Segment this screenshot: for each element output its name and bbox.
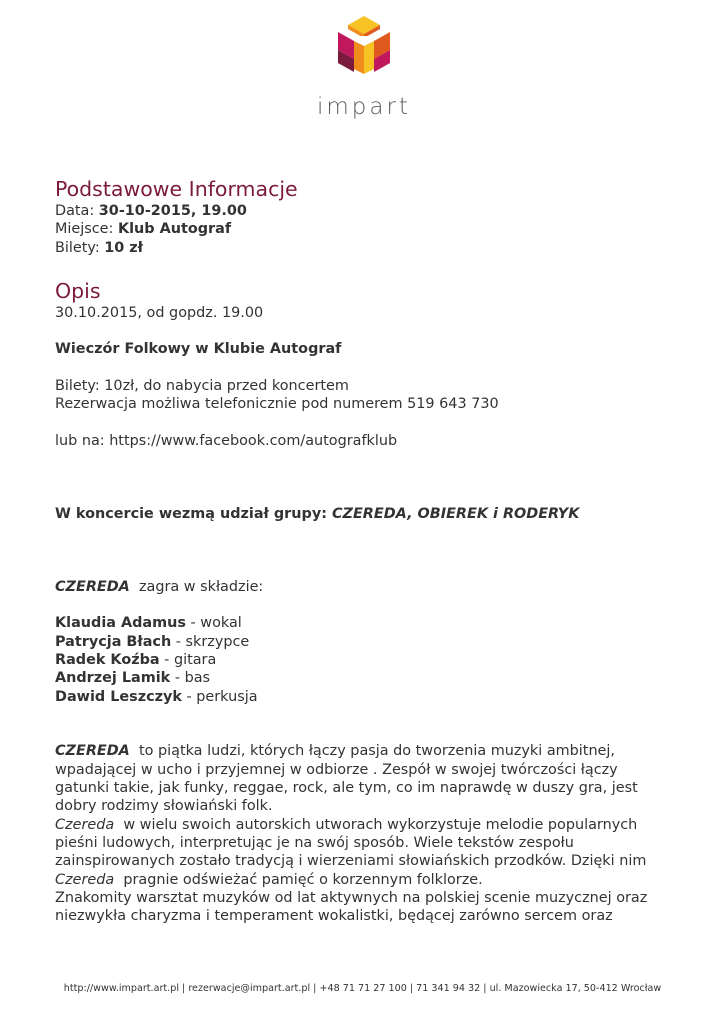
member-item — [55, 688, 675, 706]
description-date-line: 30.10.2015, od gopdz. 19.00 — [55, 304, 264, 321]
date-line — [55, 202, 675, 220]
lineup-text: zagra w składzie: — [129, 578, 264, 595]
member-item — [55, 651, 675, 669]
place-value: Klub Autograf — [117, 221, 232, 238]
date-label: Data: — [55, 203, 99, 219]
tickets-label: Bilety: — [55, 239, 105, 256]
description-paragraph — [55, 816, 675, 889]
para2-band: Czereda — [55, 816, 115, 833]
tickets-info-line: Bilety: 10zł, do nabycia przed koncertem — [55, 378, 349, 395]
member-role: - bas — [170, 670, 211, 687]
member-item — [55, 633, 675, 651]
members-list — [55, 614, 675, 705]
bands-value: CZEREDA, OBIEREK i RODERYK — [331, 505, 580, 522]
para2-text2: pragnie odświeżać pamięć o korzennym folklorze. — [114, 871, 483, 888]
member-name: Radek Koźba — [55, 651, 160, 668]
impart-cube-icon — [336, 14, 392, 76]
member-name: Klaudia Adamus — [55, 615, 186, 632]
member-role: - perkusja — [181, 688, 258, 705]
description-paragraph — [55, 742, 675, 815]
description-heading: Opis — [55, 278, 101, 303]
place-line — [55, 220, 675, 238]
member-name: Dawid Leszczyk — [55, 688, 182, 705]
reservation-line: Rezerwacja możliwa telefonicznie pod numerem 519 643 730 — [55, 396, 499, 413]
document-content — [55, 176, 675, 925]
member-name: Andrzej Lamik — [55, 670, 171, 687]
lineup-intro — [55, 578, 675, 596]
member-role: - wokal — [185, 615, 242, 632]
para2-text: w wielu swoich autorskich utworach wykorzystuje melodie popularnych pieśni ludowych, interpretując je na swój sposób. Wiele tekstów zespołu zainspirowanych zostało tradycją i wierzeniami słowiańskich przodków. Dzięki nim — [55, 816, 651, 870]
member-role: - gitara — [159, 651, 217, 668]
event-title-text: Wieczór Folkowy w Klubie Autograf — [55, 341, 342, 358]
member-name: Patrycja Błach — [55, 633, 172, 650]
bands-line — [55, 505, 675, 523]
para1-band: CZEREDA — [55, 743, 130, 760]
member-item — [55, 669, 675, 687]
basic-info-heading: Podstawowe Informacje — [55, 177, 298, 201]
lineup-band: CZEREDA — [55, 578, 130, 595]
description-paragraph: Znakomity warsztat muzyków od lat aktywnych na polskiej scenie muzycznej oraz niezwykła charyzma i temperament wokalistki, będącej zarówno sercem oraz — [55, 889, 648, 925]
member-item — [55, 614, 675, 632]
para2-band2: Czereda — [55, 871, 115, 888]
event-title — [55, 340, 675, 358]
place-label: Miejsce: — [55, 221, 118, 238]
footer-contact: http://www.impart.art.pl | rezerwacje@impart.art.pl | +48 71 71 27 100 | 71 341 94 32 | ul. Mazowiecka 17, 50-412 Wrocław — [63, 983, 662, 994]
member-role: - skrzypce — [171, 633, 250, 650]
tickets-line — [55, 239, 675, 257]
date-value: 30-10-2015, 19.00 — [98, 203, 247, 219]
facebook-line: lub na: https://www.facebook.com/autografklub — [55, 432, 398, 449]
logo-wordmark: impart — [317, 94, 411, 120]
tickets-value: 10 zł — [104, 239, 144, 256]
impart-logo — [312, 14, 416, 120]
para1-text: to piątka ludzi, których łączy pasja do tworzenia muzyki ambitnej, wpadającej w ucho i przyjemnej w odbiorze . Zespół w swojej twórczości łączy gatunki takie, jak funky, reggae, rock, ale tym, co im naprawdę w duszy gra, jest dobry rodzimy słowiański folk. — [55, 743, 643, 815]
bands-label: W koncercie wezmą udział grupy: — [55, 505, 332, 522]
